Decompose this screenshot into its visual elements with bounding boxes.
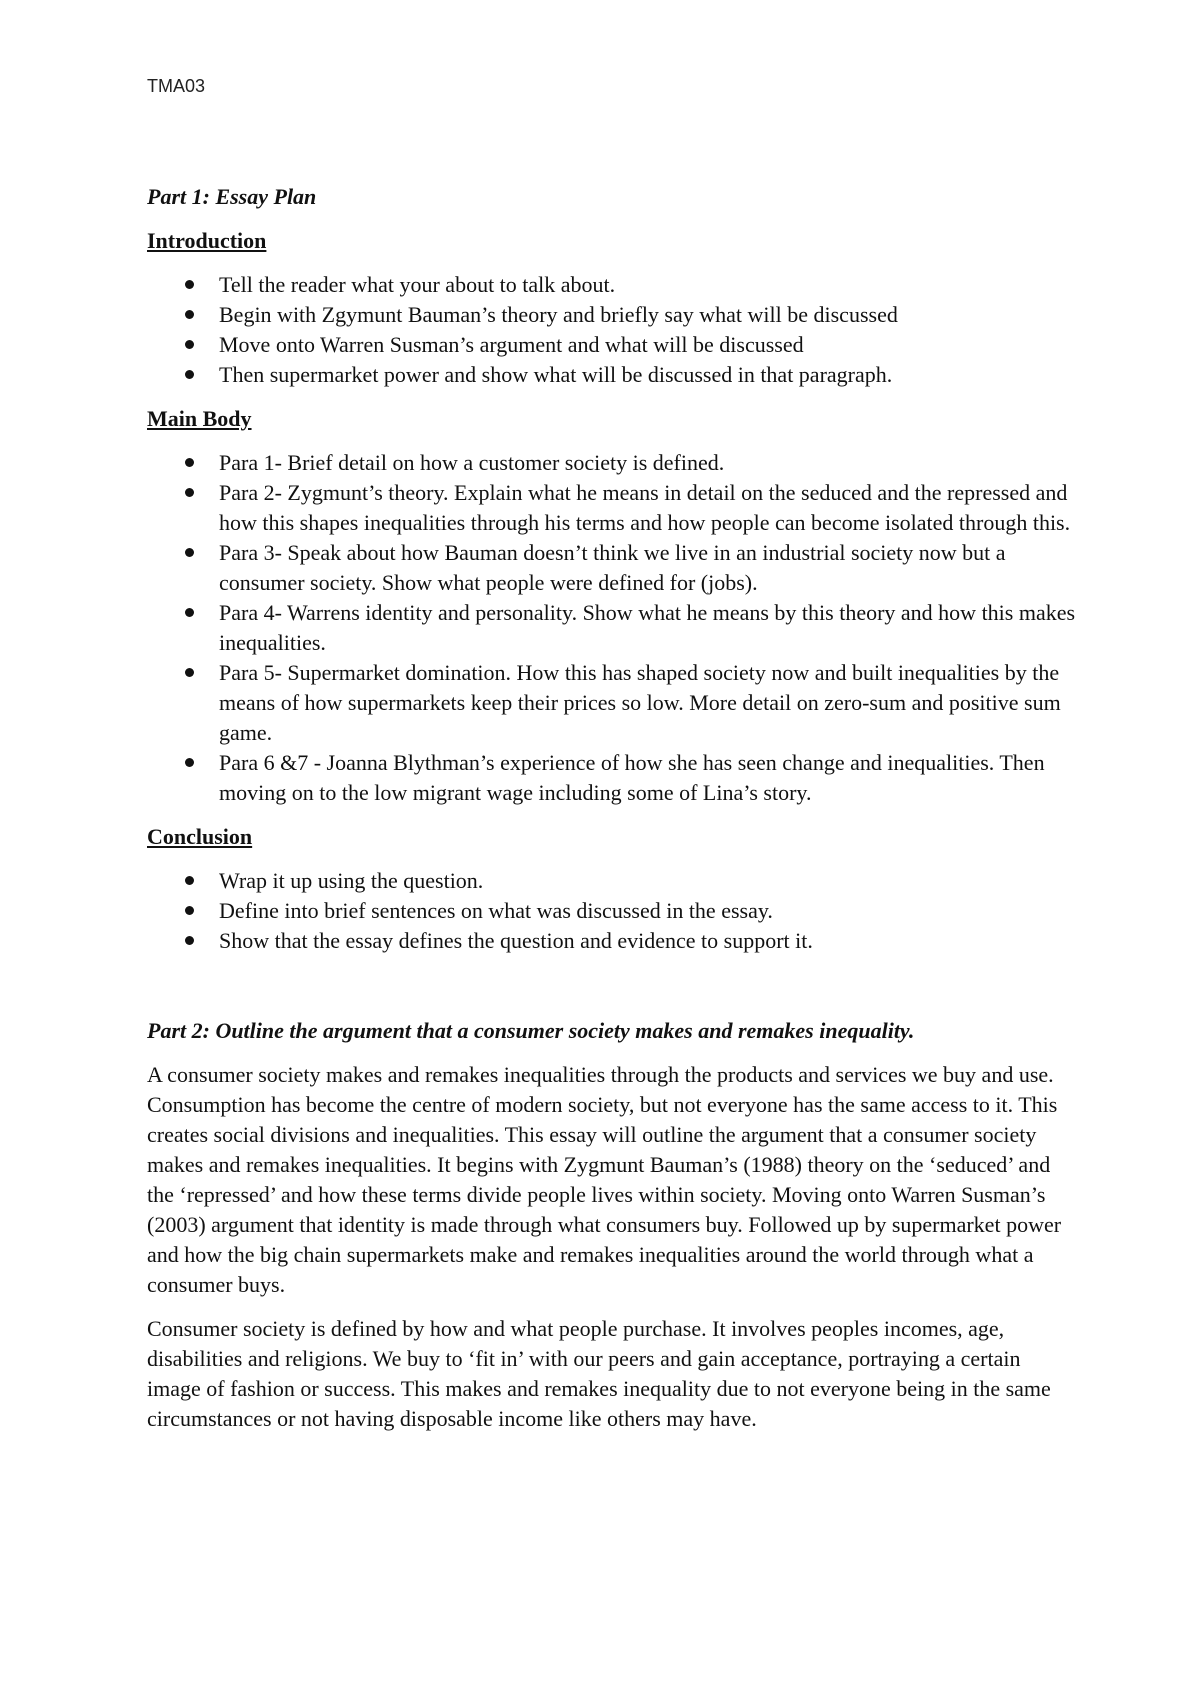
list-item [147,658,1077,748]
list-item-text: Para 3- Speak about how Bauman doesn’t think we live in an industrial society now but a consumer society. Show what people were defined for (jobs). [219,540,1006,595]
part1-title: Part 1: Essay Plan [147,184,317,209]
list-item-text: Tell the reader what your about to talk about. [219,272,616,297]
list-item [147,896,1077,926]
document-header: TMA03 [147,76,206,96]
bullet-icon [185,876,194,885]
bullet-icon [185,758,194,767]
list-item-text: Para 2- Zygmunt’s theory. Explain what he means in detail on the seduced and the repressed and how this shapes inequalities through his terms and how people can become isolated through this. [219,480,1071,535]
introduction-heading: Introduction [147,228,267,253]
list-item [147,360,1077,390]
list-item [147,598,1077,658]
bullet-icon [185,280,194,289]
part2-title: Part 2: Outline the argument that a consumer society makes and remakes inequality. [147,1018,915,1043]
list-item-text: Para 4- Warrens identity and personality. Show what he means by this theory and how this makes inequalities. [219,600,1076,655]
list-item-text: Begin with Zgymunt Bauman’s theory and briefly say what will be discussed [219,302,898,327]
list-item-text: Show that the essay defines the question and evidence to support it. [219,928,813,953]
main-body-list [147,448,1077,808]
introduction-list [147,270,1077,390]
list-item-text: Para 1- Brief detail on how a customer society is defined. [219,450,725,475]
list-item-text: Wrap it up using the question. [219,868,484,893]
list-item [147,538,1077,598]
list-item [147,478,1077,538]
body-paragraph: Consumer society is defined by how and what people purchase. It involves peoples incomes, age, disabilities and religions. We buy to ‘fit in’ with our peers and gain acceptance, portraying a certain image of fashion or success. This makes and remakes inequality due to not everyone being in the same circumstances or not having disposable income like others may have. [147,1316,1051,1431]
list-item-text: Move onto Warren Susman’s argument and what will be discussed [219,332,804,357]
bullet-icon [185,458,194,467]
list-item [147,270,1077,300]
list-item [147,330,1077,360]
list-item-text: Para 5- Supermarket domination. How this has shaped society now and built inequalities by the means of how supermarkets keep their prices so low. More detail on zero-sum and positive sum game. [219,660,1061,745]
bullet-icon [185,668,194,677]
main-body-heading: Main Body [147,406,252,431]
list-item [147,748,1077,808]
list-item-text: Define into brief sentences on what was discussed in the essay. [219,898,773,923]
list-item [147,300,1077,330]
list-item [147,448,1077,478]
bullet-icon [185,906,194,915]
bullet-icon [185,310,194,319]
conclusion-heading: Conclusion [147,824,253,849]
bullet-icon [185,936,194,945]
body-paragraph: A consumer society makes and remakes inequalities through the products and services we buy and use. Consumption has become the centre of modern society, but not everyone has the same access to it. This creates social divisions and inequalities. This essay will outline the argument that a consumer society makes and remakes inequalities. It begins with Zygmunt Bauman’s (1988) theory on the ‘seduced’ and the ‘repressed’ and how these terms divide people lives within society. Moving onto Warren Susman’s (2003) argument that identity is made through what consumers buy. Followed up by supermarket power and how the big chain supermarkets make and remakes inequalities around the world through what a consumer buys. [147,1062,1062,1297]
document-content [147,182,1077,1448]
list-item-text: Then supermarket power and show what will be discussed in that paragraph. [219,362,893,387]
list-item [147,926,1077,956]
bullet-icon [185,370,194,379]
section-spacer [147,970,1077,1016]
list-item [147,866,1077,896]
bullet-icon [185,548,194,557]
bullet-icon [185,488,194,497]
bullet-icon [185,608,194,617]
bullet-icon [185,340,194,349]
conclusion-list [147,866,1077,956]
list-item-text: Para 6 &7 - Joanna Blythman’s experience of how she has seen change and inequalities. Then moving on to the low migrant wage including some of Lina’s story. [219,750,1045,805]
